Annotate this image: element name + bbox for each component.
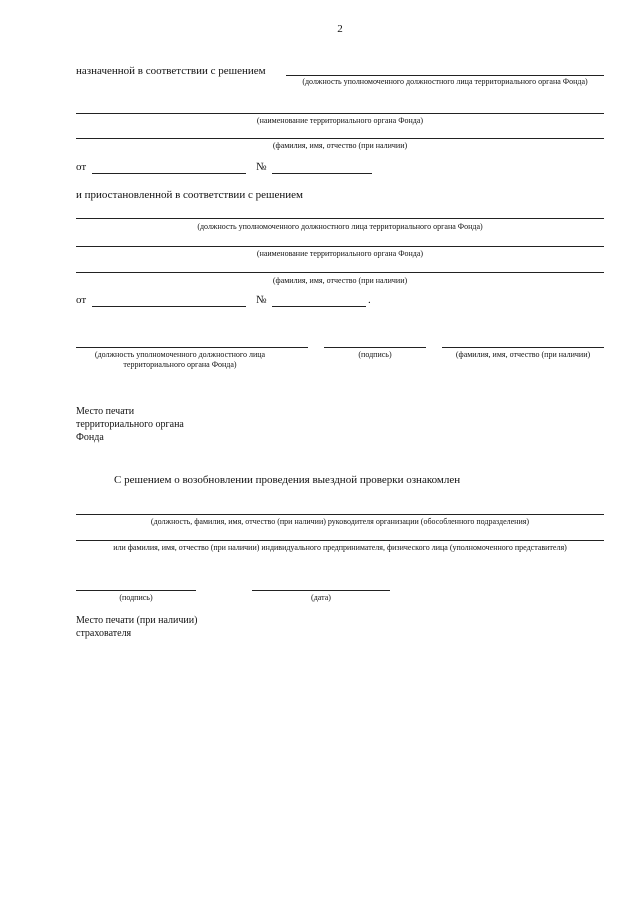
section2-body-caption: (наименование территориального органа Фонда) <box>256 249 424 258</box>
section1-position-caption: (должность уполномоченного должностного лица территориального органа Фонда) <box>302 77 588 86</box>
insured-date-line[interactable] <box>252 590 390 591</box>
official-signature-caption: (подпись) <box>358 350 392 359</box>
official-fio-caption: (фамилия, имя, отчество (при наличии) <box>455 350 591 359</box>
section2-trailing-dot: . <box>368 294 371 306</box>
section2-from-label: от <box>76 294 87 306</box>
insured-signature-line[interactable] <box>76 590 196 591</box>
official-signature-line[interactable] <box>324 347 426 348</box>
official-position-caption: (должность уполномоченного должностного лица территориального органа Фонда) <box>94 350 266 369</box>
acknowledgement-heading: С решением о возобновлении проведения выездной проверки ознакомлен <box>114 474 461 486</box>
insured-signature-caption: (подпись) <box>119 593 153 602</box>
section1-fio-line[interactable] <box>76 138 604 139</box>
section2-fio-caption: (фамилия, имя, отчество (при наличии) <box>272 276 408 285</box>
section2-number-label: № <box>256 294 267 306</box>
section1-body-line[interactable] <box>76 113 604 114</box>
section2-number-line[interactable] <box>272 306 366 307</box>
section1-intro: назначенной в соответствии с решением <box>76 65 266 77</box>
stamp-place-fund: Место печати территориального органа Фонда <box>76 406 184 443</box>
section1-body-caption: (наименование территориального органа Фонда) <box>256 116 424 125</box>
insured-head-caption: (должность, фамилия, имя, отчество (при наличии) руководителя организации (обособленного подразделения) <box>150 517 530 526</box>
page-number: 2 <box>337 23 343 35</box>
section2-body-line[interactable] <box>76 246 604 247</box>
section1-fio-caption: (фамилия, имя, отчество (при наличии) <box>272 141 408 150</box>
section1-number-line[interactable] <box>272 173 372 174</box>
section1-position-line[interactable] <box>286 75 604 76</box>
section2-position-line[interactable] <box>76 218 604 219</box>
insured-ip-line[interactable] <box>76 540 604 541</box>
stamp-place-insured: Место печати (при наличии) страхователя <box>76 615 198 639</box>
section2-fio-line[interactable] <box>76 272 604 273</box>
section2-intro: и приостановленной в соответствии с решением <box>76 189 303 201</box>
insured-ip-caption: или фамилия, имя, отчество (при наличии) индивидуального предпринимателя, физического лица (уполномоченного представителя) <box>113 543 567 552</box>
insured-head-line[interactable] <box>76 514 604 515</box>
section2-position-caption: (должность уполномоченного должностного лица территориального органа Фонда) <box>197 222 483 231</box>
section1-from-label: от <box>76 161 87 173</box>
section2-date-line[interactable] <box>92 306 246 307</box>
section1-number-label: № <box>256 161 267 173</box>
insured-date-caption: (дата) <box>311 593 331 602</box>
official-fio-line[interactable] <box>442 347 604 348</box>
section1-date-line[interactable] <box>92 173 246 174</box>
official-position-line[interactable] <box>76 347 308 348</box>
